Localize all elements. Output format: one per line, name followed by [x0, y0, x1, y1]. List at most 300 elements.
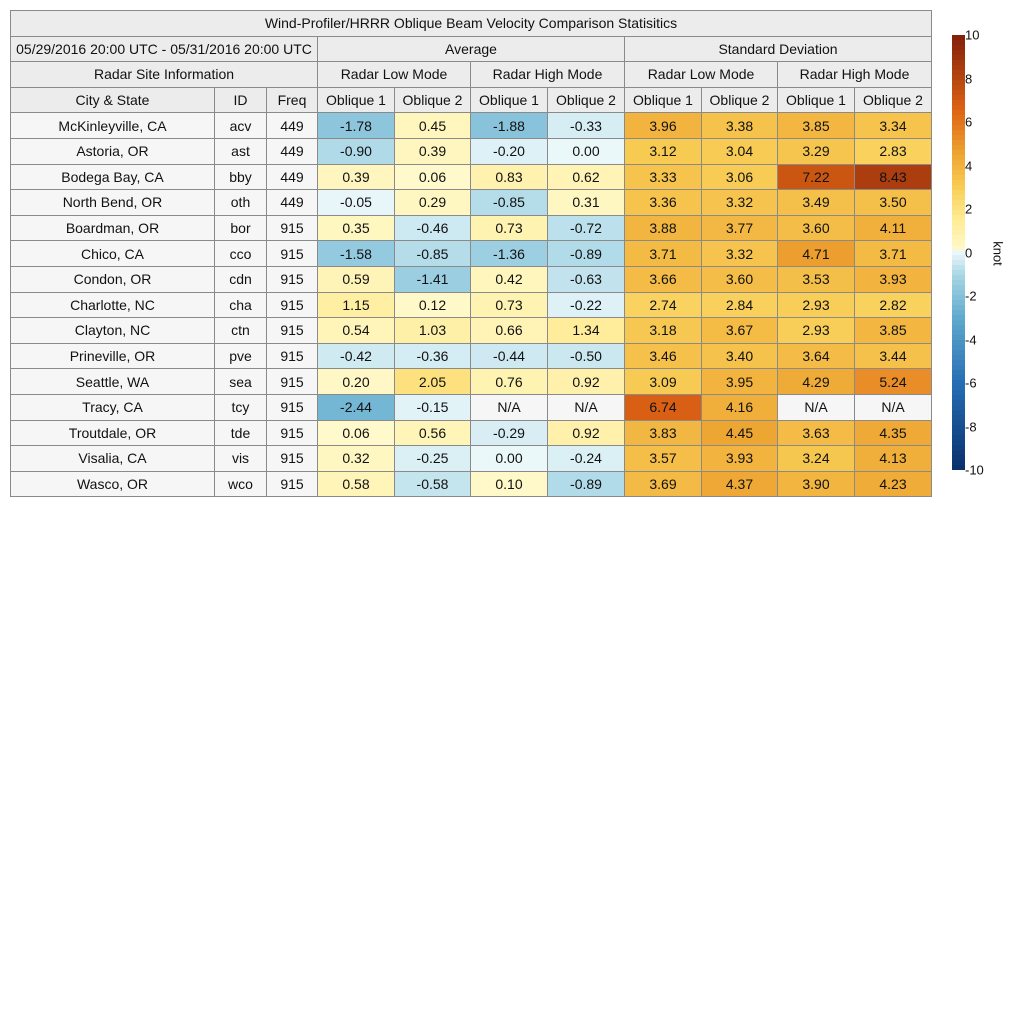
value-cell: -1.36 [471, 241, 548, 267]
colorbar-segment [952, 195, 965, 201]
value-cell: 3.88 [625, 215, 702, 241]
site-id: cco [215, 241, 267, 267]
value-cell: 4.13 [855, 446, 932, 472]
colorbar-segment [952, 380, 965, 386]
value-cell: -0.89 [548, 241, 625, 267]
table-row [11, 138, 932, 164]
value-cell: 7.22 [778, 164, 855, 190]
value-cell: 3.49 [778, 190, 855, 216]
value-cell: 0.39 [395, 138, 471, 164]
colorbar-segment [952, 305, 965, 311]
value-cell: 3.60 [778, 215, 855, 241]
value-cell: -0.15 [395, 394, 471, 420]
colorbar-segment [952, 385, 965, 391]
value-cell: 3.12 [625, 138, 702, 164]
colorbar-segment [952, 255, 965, 261]
site-id: oth [215, 190, 267, 216]
colorbar-segment [952, 175, 965, 181]
value-cell: 0.29 [395, 190, 471, 216]
site-freq: 915 [267, 394, 318, 420]
colorbar-segment [952, 265, 965, 271]
colorbar-segment [952, 315, 965, 321]
colorbar-segment [952, 465, 965, 470]
value-cell: 0.20 [318, 369, 395, 395]
colorbar-segment [952, 300, 965, 306]
value-cell: 3.40 [702, 343, 778, 369]
value-cell: -0.25 [395, 446, 471, 472]
value-cell: N/A [778, 394, 855, 420]
value-cell: -0.72 [548, 215, 625, 241]
colorbar-segment [952, 390, 965, 396]
site-city: Visalia, CA [11, 446, 215, 472]
site-id: ast [215, 138, 267, 164]
colorbar-segment [952, 140, 965, 146]
value-cell: -0.63 [548, 266, 625, 292]
value-cell: 3.18 [625, 318, 702, 344]
value-cell: -0.36 [395, 343, 471, 369]
colorbar-segment [952, 90, 965, 96]
date-range: 05/29/2016 20:00 UTC - 05/31/2016 20:00 UTC [11, 36, 318, 62]
value-cell: N/A [548, 394, 625, 420]
value-cell: 0.83 [471, 164, 548, 190]
value-cell: 3.90 [778, 471, 855, 497]
colorbar-segment [952, 405, 965, 411]
table-row [11, 420, 932, 446]
value-cell: 2.82 [855, 292, 932, 318]
value-cell: 3.66 [625, 266, 702, 292]
colorbar-segment [952, 145, 965, 151]
colorbar-segment [952, 50, 965, 56]
value-cell: 2.83 [855, 138, 932, 164]
value-cell: 3.77 [702, 215, 778, 241]
value-cell: 4.37 [702, 471, 778, 497]
table-row [11, 164, 932, 190]
value-cell: 4.11 [855, 215, 932, 241]
colorbar-segment [952, 170, 965, 176]
colorbar-tick-label: -10 [965, 462, 984, 478]
site-freq: 915 [267, 241, 318, 267]
colorbar-segment [952, 320, 965, 326]
value-cell: 2.05 [395, 369, 471, 395]
colorbar-segment [952, 285, 965, 291]
column-header: Oblique 2 [855, 87, 932, 113]
colorbar-segment [952, 105, 965, 111]
value-cell: 3.04 [702, 138, 778, 164]
site-freq: 449 [267, 113, 318, 139]
colorbar-tick-label: 6 [965, 114, 973, 130]
value-cell: 3.53 [778, 266, 855, 292]
colorbar-segment [952, 245, 965, 251]
value-cell: 3.36 [625, 190, 702, 216]
value-cell: 0.73 [471, 292, 548, 318]
colorbar-segment [952, 180, 965, 186]
average-header: Average [318, 36, 625, 62]
value-cell: 0.76 [471, 369, 548, 395]
colorbar-segment [952, 310, 965, 316]
colorbar-segment [952, 55, 965, 61]
site-id: cha [215, 292, 267, 318]
site-info-header: Radar Site Information [11, 62, 318, 88]
value-cell: 3.38 [702, 113, 778, 139]
site-id: bby [215, 164, 267, 190]
site-freq: 915 [267, 343, 318, 369]
site-id: cdn [215, 266, 267, 292]
value-cell: -0.29 [471, 420, 548, 446]
value-cell: 3.96 [625, 113, 702, 139]
value-cell: 2.93 [778, 318, 855, 344]
table-row [11, 394, 932, 420]
value-cell: -1.58 [318, 241, 395, 267]
colorbar-segment [952, 185, 965, 191]
colorbar-segment [952, 445, 965, 451]
table-row [11, 190, 932, 216]
colorbar-tick-label: -4 [965, 332, 977, 347]
table-title: Wind-Profiler/HRRR Oblique Beam Velocity Comparison Statisitics [11, 11, 932, 37]
site-city: Wasco, OR [11, 471, 215, 497]
std-dev-header: Standard Deviation [625, 36, 932, 62]
site-city: Chico, CA [11, 241, 215, 267]
value-cell: 3.67 [702, 318, 778, 344]
value-cell: -0.85 [471, 190, 548, 216]
colorbar-segment [952, 355, 965, 361]
colorbar-segment [952, 120, 965, 126]
colorbar-segment [952, 415, 965, 421]
mode-header: Radar High Mode [471, 62, 625, 88]
value-cell: -0.89 [548, 471, 625, 497]
value-cell: 3.46 [625, 343, 702, 369]
column-header: Oblique 1 [318, 87, 395, 113]
colorbar-segment [952, 75, 965, 81]
site-id: wco [215, 471, 267, 497]
value-cell: 2.93 [778, 292, 855, 318]
colorbar-tick-label: 4 [965, 158, 973, 173]
colorbar-segment [952, 40, 965, 46]
site-freq: 915 [267, 446, 318, 472]
colorbar-segment [952, 360, 965, 366]
value-cell: 3.50 [855, 190, 932, 216]
value-cell: 3.71 [625, 241, 702, 267]
site-freq: 915 [267, 369, 318, 395]
colorbar-tick-label: -2 [965, 288, 977, 304]
table-row [11, 266, 932, 292]
colorbar-segment [952, 165, 965, 171]
value-cell: 0.59 [318, 266, 395, 292]
colorbar-segment [952, 155, 965, 161]
value-cell: 0.39 [318, 164, 395, 190]
value-cell: 0.66 [471, 318, 548, 344]
value-cell: 1.03 [395, 318, 471, 344]
value-cell: 0.35 [318, 215, 395, 241]
site-id: bor [215, 215, 267, 241]
site-city: Prineville, OR [11, 343, 215, 369]
colorbar-segment [952, 95, 965, 101]
value-cell: -0.22 [548, 292, 625, 318]
value-cell: 0.31 [548, 190, 625, 216]
value-cell: 0.06 [395, 164, 471, 190]
colorbar-segment [952, 190, 965, 196]
value-cell: 3.64 [778, 343, 855, 369]
colorbar-segment [952, 135, 965, 141]
value-cell: 0.42 [471, 266, 548, 292]
value-cell: 4.35 [855, 420, 932, 446]
colorbar-segment [952, 450, 965, 456]
colorbar-segment [952, 160, 965, 166]
site-id: tde [215, 420, 267, 446]
site-freq: 915 [267, 292, 318, 318]
value-cell: N/A [471, 394, 548, 420]
value-cell: 4.16 [702, 394, 778, 420]
site-city: Tracy, CA [11, 394, 215, 420]
comparison-table [10, 10, 932, 497]
colorbar-tick-label: 8 [965, 71, 973, 86]
colorbar-tick-label: -8 [965, 419, 977, 434]
colorbar-segment [952, 410, 965, 416]
site-id: sea [215, 369, 267, 395]
colorbar-tick-label: -6 [965, 375, 977, 391]
table-row [11, 241, 932, 267]
colorbar-segment [952, 375, 965, 381]
value-cell: 0.00 [548, 138, 625, 164]
value-cell: 3.06 [702, 164, 778, 190]
colorbar-segment [952, 365, 965, 371]
colorbar-segment [952, 275, 965, 281]
table-row [11, 471, 932, 497]
value-cell: -0.85 [395, 241, 471, 267]
colorbar-segment [952, 85, 965, 91]
table-row [11, 318, 932, 344]
column-header: Oblique 1 [778, 87, 855, 113]
value-cell: -0.42 [318, 343, 395, 369]
value-cell: 0.12 [395, 292, 471, 318]
value-cell: 4.45 [702, 420, 778, 446]
site-city: North Bend, OR [11, 190, 215, 216]
colorbar-segment [952, 350, 965, 356]
column-header: Oblique 2 [395, 87, 471, 113]
value-cell: 3.83 [625, 420, 702, 446]
site-city: Bodega Bay, CA [11, 164, 215, 190]
colorbar-segment [952, 395, 965, 401]
colorbar-tick-label: 10 [965, 27, 980, 43]
colorbar-segment [952, 425, 965, 431]
site-freq: 449 [267, 164, 318, 190]
value-cell: 0.73 [471, 215, 548, 241]
value-cell: 3.95 [702, 369, 778, 395]
colorbar-segment [952, 210, 965, 216]
colorbar-segment [952, 35, 965, 41]
colorbar-segment [952, 65, 965, 71]
site-freq: 449 [267, 138, 318, 164]
colorbar-segment [952, 125, 965, 131]
mode-header: Radar High Mode [778, 62, 932, 88]
value-cell: 4.29 [778, 369, 855, 395]
colorbar-segment [952, 110, 965, 116]
value-cell: 3.69 [625, 471, 702, 497]
site-city: Boardman, OR [11, 215, 215, 241]
site-freq: 915 [267, 318, 318, 344]
colorbar-unit-label: knot [990, 241, 1006, 266]
table-row [11, 113, 932, 139]
column-header: Oblique 1 [471, 87, 548, 113]
value-cell: -1.41 [395, 266, 471, 292]
table-row [11, 292, 932, 318]
colorbar-segment [952, 235, 965, 241]
colorbar-segment [952, 330, 965, 336]
colorbar-tick-label: 2 [965, 201, 973, 217]
value-cell: N/A [855, 394, 932, 420]
value-cell: 3.60 [702, 266, 778, 292]
value-cell: 0.06 [318, 420, 395, 446]
colorbar-segment [952, 280, 965, 286]
table-row [11, 215, 932, 241]
value-cell: 3.63 [778, 420, 855, 446]
colorbar-segment [952, 430, 965, 436]
value-cell: -0.33 [548, 113, 625, 139]
value-cell: 3.93 [702, 446, 778, 472]
mode-header: Radar Low Mode [625, 62, 778, 88]
value-cell: -0.24 [548, 446, 625, 472]
column-header: Freq [267, 87, 318, 113]
value-cell: 3.85 [778, 113, 855, 139]
site-city: Seattle, WA [11, 369, 215, 395]
colorbar-segment [952, 370, 965, 376]
colorbar-segment [952, 60, 965, 66]
colorbar-segment [952, 440, 965, 446]
colorbar-segment [952, 240, 965, 246]
value-cell: 8.43 [855, 164, 932, 190]
value-cell: 2.84 [702, 292, 778, 318]
site-id: tcy [215, 394, 267, 420]
value-cell: 0.00 [471, 446, 548, 472]
value-cell: 3.34 [855, 113, 932, 139]
value-cell: 3.24 [778, 446, 855, 472]
colorbar-segment [952, 230, 965, 236]
value-cell: 0.54 [318, 318, 395, 344]
colorbar-segment [952, 215, 965, 221]
value-cell: -2.44 [318, 394, 395, 420]
colorbar-segment [952, 200, 965, 206]
value-cell: 4.23 [855, 471, 932, 497]
value-cell: -0.58 [395, 471, 471, 497]
colorbar-segment [952, 460, 965, 466]
value-cell: 0.56 [395, 420, 471, 446]
value-cell: 3.85 [855, 318, 932, 344]
colorbar-segment [952, 80, 965, 86]
site-id: pve [215, 343, 267, 369]
value-cell: 3.09 [625, 369, 702, 395]
column-header: Oblique 2 [702, 87, 778, 113]
value-cell: 5.24 [855, 369, 932, 395]
site-city: Clayton, NC [11, 318, 215, 344]
site-city: Troutdale, OR [11, 420, 215, 446]
colorbar [952, 35, 965, 470]
value-cell: 0.32 [318, 446, 395, 472]
site-freq: 915 [267, 471, 318, 497]
colorbar-segment [952, 420, 965, 426]
colorbar-segment [952, 295, 965, 301]
site-id: acv [215, 113, 267, 139]
value-cell: 3.32 [702, 241, 778, 267]
colorbar-segment [952, 400, 965, 406]
value-cell: 3.32 [702, 190, 778, 216]
colorbar-segment [952, 205, 965, 211]
colorbar-segment [952, 335, 965, 341]
colorbar-segment [952, 45, 965, 51]
value-cell: 3.44 [855, 343, 932, 369]
colorbar-segment [952, 325, 965, 331]
colorbar-segment [952, 290, 965, 296]
column-header: ID [215, 87, 267, 113]
table-row [11, 343, 932, 369]
value-cell: 0.92 [548, 369, 625, 395]
value-cell: 3.71 [855, 241, 932, 267]
colorbar-segment [952, 270, 965, 276]
colorbar-segment [952, 220, 965, 226]
value-cell: 6.74 [625, 394, 702, 420]
mode-header: Radar Low Mode [318, 62, 471, 88]
value-cell: 3.57 [625, 446, 702, 472]
colorbar-segment [952, 250, 965, 256]
table-row [11, 369, 932, 395]
site-freq: 449 [267, 190, 318, 216]
value-cell: 3.93 [855, 266, 932, 292]
value-cell: 2.74 [625, 292, 702, 318]
site-freq: 915 [267, 266, 318, 292]
site-id: vis [215, 446, 267, 472]
site-city: McKinleyville, CA [11, 113, 215, 139]
value-cell: -1.88 [471, 113, 548, 139]
site-id: ctn [215, 318, 267, 344]
site-freq: 915 [267, 420, 318, 446]
colorbar-segment [952, 345, 965, 351]
colorbar-segment [952, 130, 965, 136]
value-cell: -0.20 [471, 138, 548, 164]
colorbar-tick-label: 0 [965, 245, 973, 260]
column-header: Oblique 1 [625, 87, 702, 113]
colorbar-segment [952, 225, 965, 231]
site-city: Condon, OR [11, 266, 215, 292]
value-cell: 0.45 [395, 113, 471, 139]
value-cell: 4.71 [778, 241, 855, 267]
site-city: Astoria, OR [11, 138, 215, 164]
colorbar-segment [952, 455, 965, 461]
colorbar-segment [952, 340, 965, 346]
value-cell: -0.44 [471, 343, 548, 369]
value-cell: -0.05 [318, 190, 395, 216]
value-cell: 0.62 [548, 164, 625, 190]
colorbar-segment [952, 115, 965, 121]
value-cell: 0.10 [471, 471, 548, 497]
value-cell: 1.15 [318, 292, 395, 318]
column-header: Oblique 2 [548, 87, 625, 113]
colorbar-segment [952, 150, 965, 156]
value-cell: 1.34 [548, 318, 625, 344]
value-cell: -0.50 [548, 343, 625, 369]
site-freq: 915 [267, 215, 318, 241]
value-cell: -1.78 [318, 113, 395, 139]
site-city: Charlotte, NC [11, 292, 215, 318]
value-cell: 0.92 [548, 420, 625, 446]
value-cell: 3.29 [778, 138, 855, 164]
colorbar-segment [952, 435, 965, 441]
value-cell: 3.33 [625, 164, 702, 190]
value-cell: -0.46 [395, 215, 471, 241]
value-cell: 0.58 [318, 471, 395, 497]
colorbar-segment [952, 260, 965, 266]
value-cell: -0.90 [318, 138, 395, 164]
table-row [11, 446, 932, 472]
column-header: City & State [11, 87, 215, 113]
colorbar-segment [952, 70, 965, 76]
